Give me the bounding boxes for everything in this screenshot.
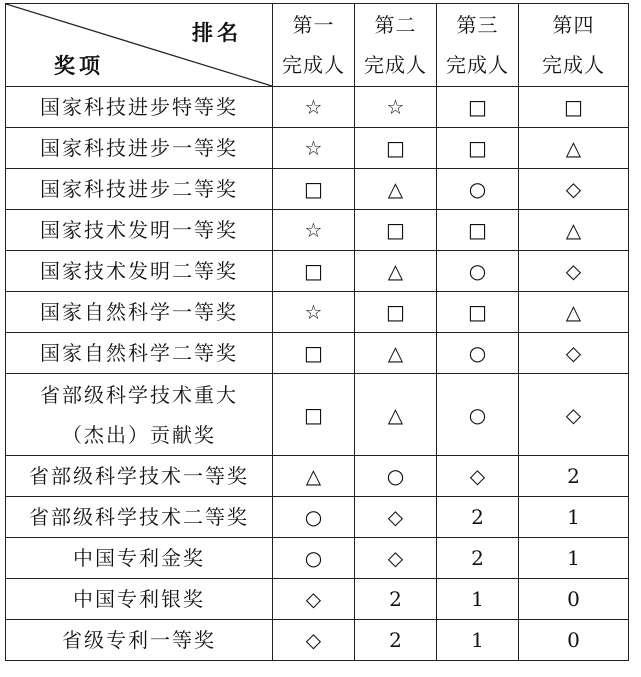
award-name-cell [6, 579, 273, 620]
header-col-second: 第二 完成人 [355, 4, 437, 87]
symbol-cell-third: □ [437, 128, 519, 169]
header-col-fourth: 第四 完成人 [519, 4, 629, 87]
award-name-cell [6, 497, 273, 538]
symbol-cell-second: ◇ [355, 497, 437, 538]
score-cell-fourth: 0 [519, 620, 629, 661]
table-row [6, 374, 629, 456]
symbol-cell-first: ○ [273, 497, 355, 538]
symbol-cell-second: □ [355, 210, 437, 251]
score-cell-third: 2 [437, 538, 519, 579]
table-row [6, 169, 629, 210]
symbol-cell-fourth: □ [519, 87, 629, 128]
symbol-cell-first: ☆ [273, 292, 355, 333]
symbol-cell-fourth: △ [519, 292, 629, 333]
award-name-text: 省部级科学技术二等奖 [29, 505, 249, 529]
symbol-cell-third: ○ [437, 169, 519, 210]
symbol-cell-first: △ [273, 456, 355, 497]
award-name-cell [6, 87, 273, 128]
symbol-cell-first: □ [273, 169, 355, 210]
symbol-cell-third: □ [437, 292, 519, 333]
award-name-text: 省级专利一等奖 [62, 628, 216, 652]
symbol-cell-fourth: ◇ [519, 333, 629, 374]
award-name-cell [6, 169, 273, 210]
symbol-cell-third: ○ [437, 374, 519, 456]
table-row [6, 251, 629, 292]
header-rank-label: 排名 [192, 20, 242, 45]
award-ranking-table [5, 3, 629, 661]
symbol-cell-fourth: ◇ [519, 251, 629, 292]
award-name-cell [6, 538, 273, 579]
award-name-text: 省部级科学技术重大 [40, 382, 238, 407]
award-name-cell [6, 251, 273, 292]
table-row [6, 210, 629, 251]
symbol-cell-fourth: ◇ [519, 374, 629, 456]
symbol-cell-first: □ [273, 251, 355, 292]
symbol-cell-first: ☆ [273, 210, 355, 251]
symbol-cell-third: ○ [437, 251, 519, 292]
score-cell-fourth: 2 [519, 456, 629, 497]
symbol-cell-first: ◇ [273, 579, 355, 620]
symbol-cell-second: □ [355, 292, 437, 333]
award-name-text: 中国专利银奖 [73, 587, 205, 611]
table-row [6, 497, 629, 538]
header-col-third: 第三 完成人 [437, 4, 519, 87]
table-row [6, 128, 629, 169]
symbol-cell-first: ☆ [273, 87, 355, 128]
symbol-cell-second: △ [355, 169, 437, 210]
award-name-text: 国家自然科学二等奖 [40, 341, 238, 365]
award-name-cell [6, 128, 273, 169]
score-cell-fourth: 0 [519, 579, 629, 620]
table-row [6, 456, 629, 497]
table-row [6, 333, 629, 374]
table-row [6, 292, 629, 333]
symbol-cell-first: ◇ [273, 620, 355, 661]
award-name-text: 国家自然科学一等奖 [40, 300, 238, 324]
score-cell-second: 2 [355, 579, 437, 620]
symbol-cell-second: ○ [355, 456, 437, 497]
symbol-cell-fourth: △ [519, 210, 629, 251]
award-name-text: 国家科技进步二等奖 [40, 177, 238, 201]
award-name-text: 中国专利金奖 [73, 546, 205, 570]
award-name-text: （杰出）贡献奖 [62, 422, 216, 447]
table-row [6, 579, 629, 620]
symbol-cell-third: □ [437, 210, 519, 251]
award-name-cell [6, 620, 273, 661]
table-row [6, 538, 629, 579]
symbol-cell-second: △ [355, 374, 437, 456]
award-name-cell [6, 456, 273, 497]
award-name-cell [6, 333, 273, 374]
score-cell-fourth: 1 [519, 538, 629, 579]
symbol-cell-second: □ [355, 128, 437, 169]
award-name-cell [6, 292, 273, 333]
score-cell-fourth: 1 [519, 497, 629, 538]
symbol-cell-second: △ [355, 333, 437, 374]
symbol-cell-second: △ [355, 251, 437, 292]
table-body [6, 87, 629, 661]
award-name-text: 省部级科学技术一等奖 [29, 464, 249, 488]
score-cell-second: 2 [355, 620, 437, 661]
symbol-cell-third: □ [437, 87, 519, 128]
score-cell-third: 2 [437, 497, 519, 538]
symbol-cell-first: □ [273, 333, 355, 374]
header-row [6, 4, 629, 87]
symbol-cell-first: □ [273, 374, 355, 456]
award-name-text: 国家科技进步特等奖 [40, 95, 238, 119]
symbol-cell-second: ☆ [355, 87, 437, 128]
score-cell-third: 1 [437, 579, 519, 620]
award-name-text: 国家科技进步一等奖 [40, 136, 238, 160]
header-award-label: 奖项 [54, 53, 104, 78]
award-name-cell [6, 210, 273, 251]
table-row [6, 87, 629, 128]
symbol-cell-first: ☆ [273, 128, 355, 169]
award-name-text: 国家技术发明二等奖 [40, 259, 238, 283]
symbol-cell-fourth: ◇ [519, 169, 629, 210]
header-corner-cell [6, 4, 273, 87]
symbol-cell-first: ○ [273, 538, 355, 579]
symbol-cell-third: ◇ [437, 456, 519, 497]
symbol-cell-fourth: △ [519, 128, 629, 169]
symbol-cell-second: ◇ [355, 538, 437, 579]
header-col-first: 第一 完成人 [273, 4, 355, 87]
symbol-cell-third: ○ [437, 333, 519, 374]
score-cell-third: 1 [437, 620, 519, 661]
award-name-cell [6, 374, 273, 456]
award-name-text: 国家技术发明一等奖 [40, 218, 238, 242]
table-row [6, 620, 629, 661]
